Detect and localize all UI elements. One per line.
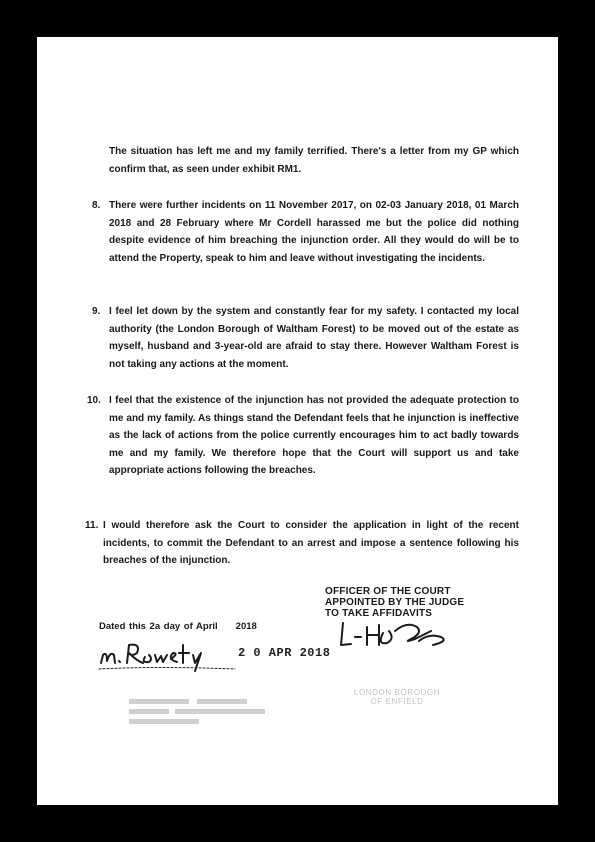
faded-stamp-left: [127, 697, 277, 735]
faded-stamp-right-line-1: LONDON BOROUGH: [353, 688, 441, 697]
paragraph-9-number: 9.: [92, 306, 101, 317]
officer-stamp-line-2: APPOINTED BY THE JUDGE: [325, 597, 465, 608]
officer-of-court-stamp: [325, 586, 464, 619]
officer-signature: [337, 617, 457, 653]
paragraph-11-text: I would therefore ask the Court to consider the application in light of the recent incidents, to commit the Defendant to an arrest and impose a sentence following his breaches of the injunction.: [103, 520, 519, 566]
intro-paragraph: The situation has left me and my family terrified. There's a letter from my GP which confirm that, as seen under exhibit RM1.: [109, 146, 519, 175]
paragraph-9-text: I feel let down by the system and constantly fear for my safety. I contacted my local authority (the London Borough of Waltham Forest) to be moved out of the estate as myself, husband and 3-year-old are afraid to stay there. However Waltham Forest is not taking any actions at the moment.: [109, 306, 519, 370]
dated-label: Dated this 2a day of April: [99, 621, 218, 632]
dated-year: 2018: [235, 621, 257, 632]
paragraph-11-number: 11.: [85, 520, 99, 531]
officer-stamp-line-3: TO TAKE AFFIDAVITS: [325, 608, 433, 619]
faded-stamp-right: [337, 688, 457, 706]
document-page: [37, 37, 558, 805]
paragraph-8-number: 8.: [92, 200, 101, 211]
paragraph-10-number: 10.: [87, 395, 101, 406]
date-received-stamp: 2 0 APR 2018: [238, 646, 331, 660]
paragraph-10-text: I feel that the existence of the injunction has not provided the adequate protection to me and my family. As things stand the Defendant feels that he injunction is ineffective as the lack of actions from the police currently encourages him to act badly towards me and my family. We therefore hope that the Court will support us and take appropriate actions following the breaches.: [109, 395, 519, 476]
dated-line: [99, 621, 257, 632]
deponent-signature: [97, 639, 237, 673]
officer-stamp-line-1: OFFICER OF THE COURT: [325, 586, 451, 597]
paragraph-8-text: There were further incidents on 11 November 2017, on 02-03 January 2018, 01 March 2018 and 28 February where Mr Cordell harassed me but the police did nothing despite evidence of him breaching the injunction order. All they would do will be to attend the Property, speak to him and leave without investigating the incidents.: [109, 200, 519, 264]
faded-stamp-left-marks: [127, 697, 277, 733]
faded-stamp-right-line-2: OF ENFIELD: [370, 697, 424, 706]
